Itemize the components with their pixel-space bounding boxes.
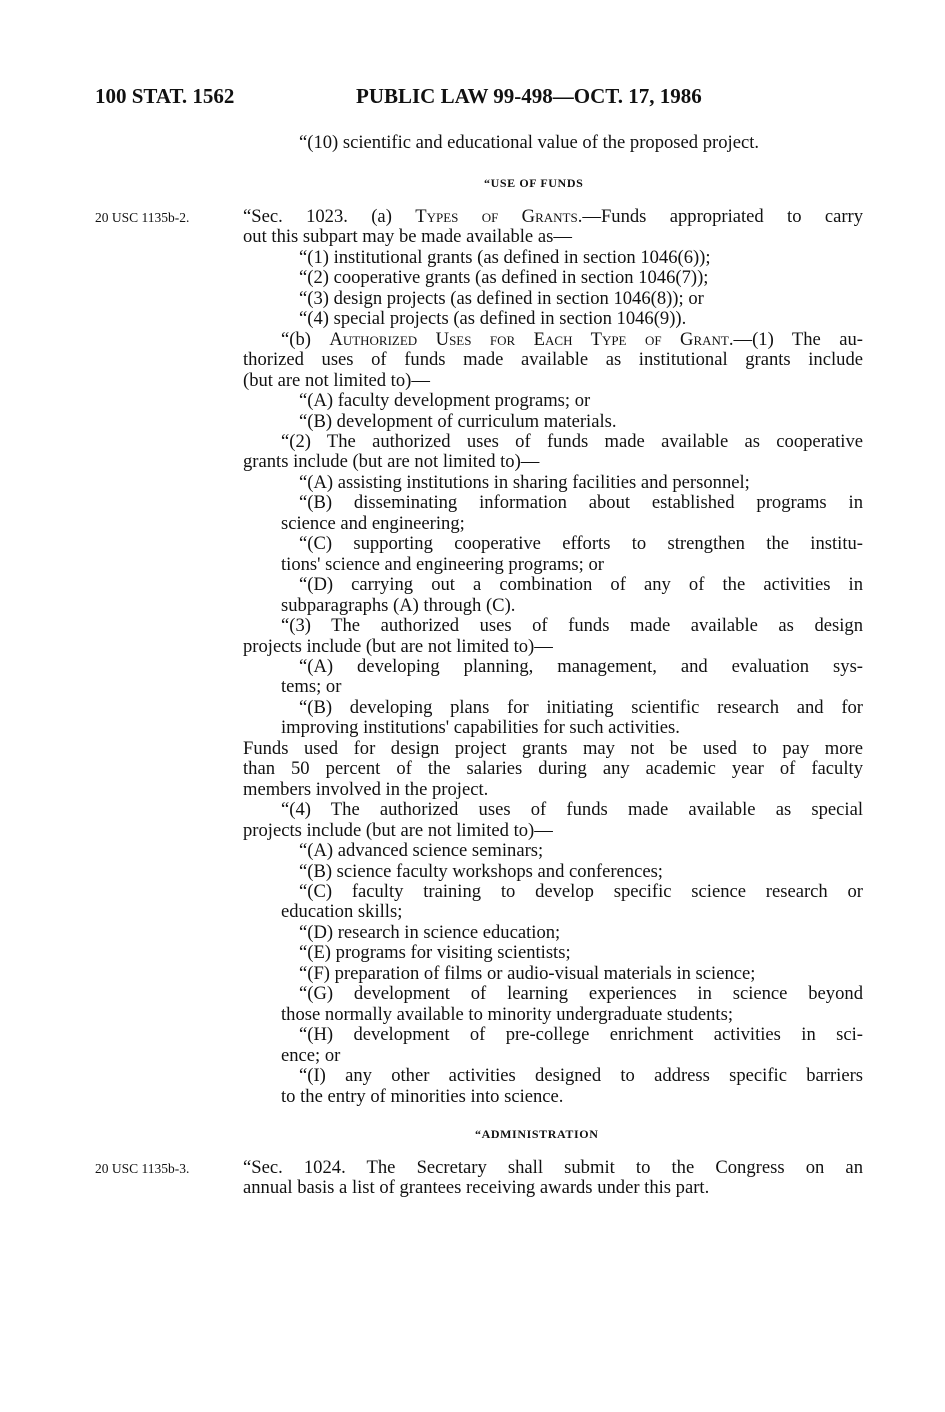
section-heading-use-of-funds: “USE OF FUNDS — [484, 176, 584, 190]
text-line: “(C) supporting cooperative efforts to strengthen the institu- — [299, 533, 863, 554]
text-line: tions' science and engineering programs; or — [281, 554, 604, 575]
text-line: “(3) design projects (as defined in section 1046(8)); or — [299, 288, 704, 309]
text-line: “(A) faculty development programs; or — [299, 390, 591, 411]
text-line: “(2) The authorized uses of funds made available as cooperative — [281, 431, 863, 452]
text-line: “(D) carrying out a combination of any of the activities in — [299, 574, 863, 595]
text-line: “(B) developing plans for initiating scientific research and for — [299, 697, 863, 718]
text-line: “(10) scientific and educational value of the proposed project. — [299, 132, 760, 153]
text-fragment: .—(1) The au- — [728, 329, 863, 350]
text-line: members involved in the project. — [243, 779, 489, 800]
text-line: “(4) The authorized uses of funds made available as special — [281, 799, 863, 820]
text-line: those normally available to minority undergraduate students; — [281, 1004, 733, 1025]
text-line: “(B) development of curriculum materials. — [299, 411, 617, 432]
margin-citation: 20 USC 1135b-2. — [95, 210, 190, 225]
text-line: “(B) science faculty workshops and conferences; — [299, 861, 663, 882]
text-line: “(F) preparation of films or audio-visual materials in science; — [299, 963, 756, 984]
text-line: “(2) cooperative grants (as defined in section 1046(7)); — [299, 267, 709, 288]
margin-citation: 20 USC 1135b-3. — [95, 1161, 190, 1176]
text-line: grants include (but are not limited to)— — [243, 451, 540, 472]
text-line: to the entry of minorities into science. — [281, 1086, 564, 1107]
text-line: annual basis a list of grantees receiving awards under this part. — [243, 1177, 710, 1198]
text-line — [281, 330, 863, 350]
page-stat-number: 100 STAT. 1562 — [95, 84, 235, 108]
text-line: projects include (but are not limited to)— — [243, 636, 553, 657]
subsection-heading: Types of Grants — [415, 206, 578, 227]
text-line: subparagraphs (A) through (C). — [281, 595, 516, 616]
text-line: thorized uses of funds made available as institutional grants include — [243, 349, 863, 370]
text-line: “(A) advanced science seminars; — [299, 840, 544, 861]
text-line: science and engineering; — [281, 513, 465, 534]
text-line: “(A) assisting institutions in sharing facilities and personnel; — [299, 472, 750, 493]
text-line — [243, 207, 863, 227]
text-line: tems; or — [281, 676, 342, 697]
text-line: “(E) programs for visiting scientists; — [299, 942, 571, 963]
text-line: ence; or — [281, 1045, 341, 1066]
subsection-heading: Authorized Uses for Each Type of Grant — [329, 329, 729, 350]
text-line: education skills; — [281, 901, 403, 922]
text-line: “(3) The authorized uses of funds made available as design — [281, 615, 863, 636]
text-line: improving institutions' capabilities for such activities. — [281, 717, 680, 738]
text-line: “(A) developing planning, management, and evaluation sys- — [299, 656, 863, 677]
text-line: projects include (but are not limited to)— — [243, 820, 553, 841]
text-line: (but are not limited to)— — [243, 370, 430, 391]
page-running-title: PUBLIC LAW 99-498—OCT. 17, 1986 — [356, 84, 702, 108]
text-fragment: .—Funds appropriated to carry — [577, 206, 864, 227]
text-line: Funds used for design project grants may not be used to pay more — [243, 738, 863, 759]
text-line: “(C) faculty training to develop specific science research or — [299, 881, 863, 902]
text-line: than 50 percent of the salaries during any academic year of faculty — [243, 758, 863, 779]
text-line: “(H) development of pre-college enrichment activities in sci- — [299, 1024, 863, 1045]
text-line: “(G) development of learning experiences in science beyond — [299, 983, 863, 1004]
text-line: “(I) any other activities designed to address specific barriers — [299, 1065, 863, 1086]
text-line: out this subpart may be made available as— — [243, 226, 572, 247]
text-line: “(1) institutional grants (as defined in section 1046(6)); — [299, 247, 711, 268]
text-line: “(4) special projects (as defined in section 1046(9)). — [299, 308, 687, 329]
text-fragment: “(b) — [281, 329, 330, 350]
text-line: “Sec. 1024. The Secretary shall submit to the Congress on an — [243, 1157, 863, 1178]
text-line: “(D) research in science education; — [299, 922, 561, 943]
section-heading-administration: “ADMINISTRATION — [475, 1127, 599, 1141]
text-line: “(B) disseminating information about established programs in — [299, 492, 863, 513]
section-label: “Sec. 1023. (a) — [243, 206, 416, 227]
